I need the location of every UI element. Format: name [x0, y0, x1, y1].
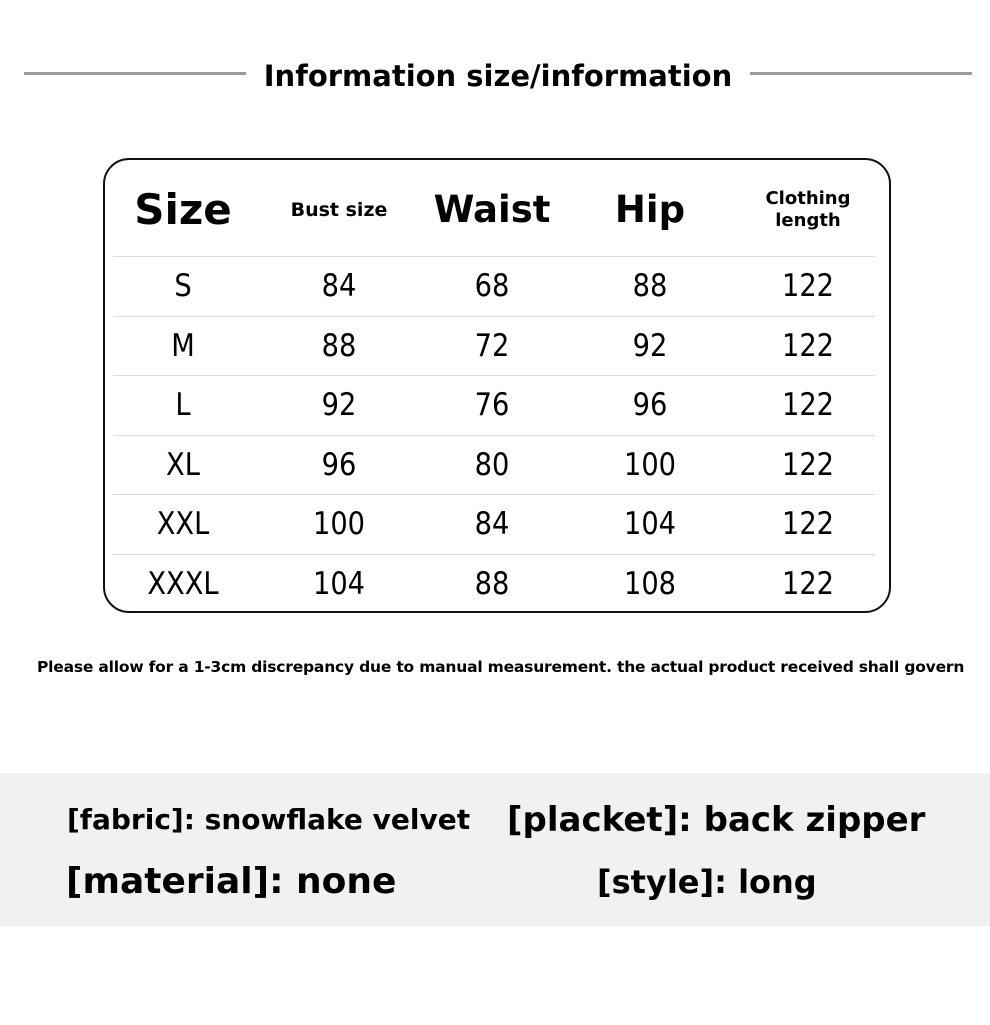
- cell-size: XXL: [156, 506, 210, 543]
- cell-bust: 104: [312, 566, 366, 603]
- cell-length: 122: [781, 446, 835, 483]
- cell-hip: 88: [632, 268, 668, 305]
- cell-waist: 80: [474, 446, 510, 483]
- title-rule-right: [750, 72, 972, 75]
- size-table-grid: [113, 160, 875, 614]
- cell-bust: 88: [321, 327, 357, 364]
- header-hip: Hip: [614, 188, 686, 231]
- cell-hip: 92: [632, 327, 668, 364]
- cell-size: XXXL: [147, 566, 219, 603]
- cell-hip: 100: [623, 446, 677, 483]
- cell-bust: 96: [321, 446, 357, 483]
- cell-bust: 92: [321, 387, 357, 424]
- cell-size: S: [174, 268, 192, 305]
- cell-size: XL: [166, 446, 200, 483]
- table-row: [113, 555, 875, 615]
- header-size: Size: [134, 185, 232, 234]
- cell-length: 122: [781, 268, 835, 305]
- cell-length: 122: [781, 387, 835, 424]
- header-waist: Waist: [433, 188, 551, 231]
- spec-placket: [placket]: back zipper: [507, 800, 926, 840]
- cell-length: 122: [781, 566, 835, 603]
- cell-bust: 84: [321, 268, 357, 305]
- cell-bust: 100: [312, 506, 366, 543]
- cell-length: 122: [781, 506, 835, 543]
- cell-hip: 104: [623, 506, 677, 543]
- table-row: [113, 317, 875, 377]
- table-row: [113, 436, 875, 496]
- size-table: [103, 158, 891, 613]
- page-title: Information size/information: [263, 59, 733, 93]
- cell-hip: 96: [632, 387, 668, 424]
- measurement-note: Please allow for a 1-3cm discrepancy due to manual measurement. the actual product received shall govern: [37, 658, 965, 676]
- table-header-row: [113, 160, 875, 257]
- spec-fabric: [fabric]: snowflake velvet: [67, 803, 471, 836]
- cell-waist: 72: [474, 327, 510, 364]
- cell-size: L: [175, 387, 191, 424]
- spec-material: [material]: none: [66, 861, 397, 902]
- cell-waist: 68: [474, 268, 510, 305]
- spec-style: [style]: long: [597, 863, 817, 901]
- cell-waist: 84: [474, 506, 510, 543]
- header-bust-size: Bust size: [290, 199, 388, 221]
- table-row: [113, 257, 875, 317]
- cell-length: 122: [781, 327, 835, 364]
- table-row: [113, 376, 875, 436]
- title-rule-left: [24, 72, 246, 75]
- cell-waist: 88: [474, 566, 510, 603]
- cell-waist: 76: [474, 387, 510, 424]
- cell-size: M: [171, 327, 195, 364]
- table-row: [113, 495, 875, 555]
- cell-hip: 108: [623, 566, 677, 603]
- header-clothing-length: Clothing length: [765, 188, 851, 231]
